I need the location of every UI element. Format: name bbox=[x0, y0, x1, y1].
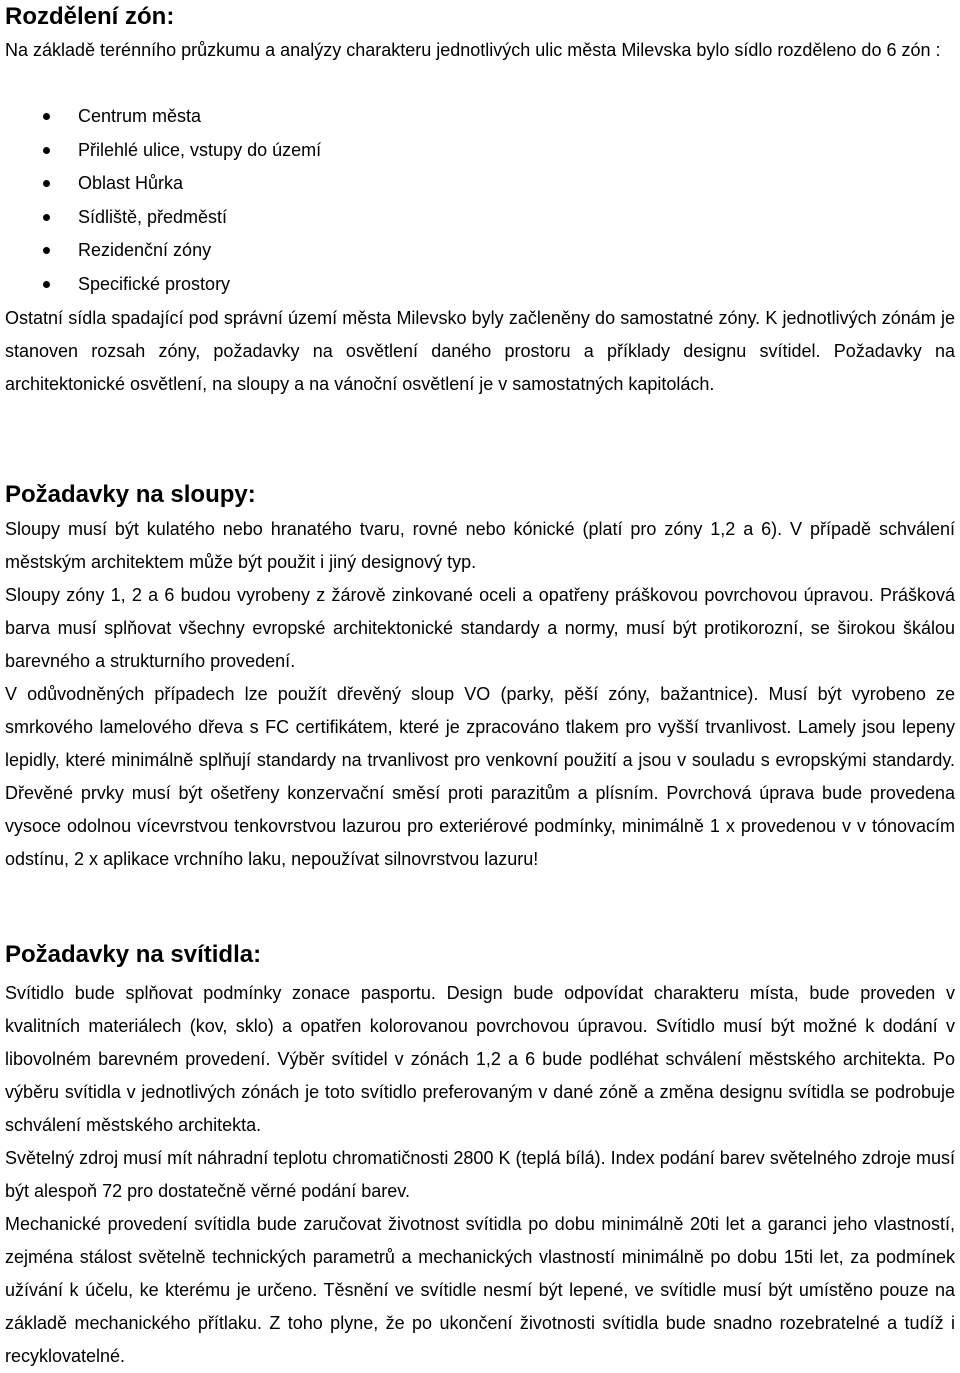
list-item: Centrum města bbox=[5, 100, 955, 134]
heading-lamps: Požadavky na svítidla: bbox=[5, 941, 262, 968]
heading-poles: Požadavky na sloupy: bbox=[5, 481, 256, 508]
zones-list-block bbox=[5, 100, 955, 301]
bullet-icon bbox=[43, 247, 50, 254]
poles-paragraph-2: Sloupy zóny 1, 2 a 6 budou vyrobeny z žárově zinkované oceli a opatřeny práškovou povrchovou úpravou. Prášková barva musí splňovat všechny evropské architektonické standardy a normy, musí být protikorozní, se širokou škálou barevného a strukturního provedení. bbox=[5, 585, 955, 671]
bullet-icon bbox=[43, 180, 50, 187]
lamps-paragraph-1: Svítidlo bude splňovat podmínky zonace pasportu. Design bude odpovídat charakteru místa, bude proveden v kvalitních materiálech (kov, sklo) a opatřen kolorovanou povrchovou úpravou. Svítidlo musí být možné k dodání v libovolném barevném provedení. Výběr svítidel v zónách 1,2 a 6 bude podléhat schválení městského architekta. Po výběru svítidla v jednotlivých zónách je toto svítidlo preferovaným v dané zóně a změna designu svítidla se podrobuje schválení městského architekta. bbox=[5, 983, 955, 1135]
lamps-block bbox=[5, 977, 955, 1373]
list-item: Specifické prostory bbox=[5, 268, 955, 302]
zones-list bbox=[5, 100, 955, 301]
bullet-icon bbox=[43, 113, 50, 120]
list-item: Oblast Hůrka bbox=[5, 167, 955, 201]
zones-intro: Na základě terénního průzkumu a analýzy charakteru jednotlivých ulic města Milevska bylo sídlo rozděleno do 6 zón : bbox=[5, 40, 941, 60]
list-item: Rezidenční zóny bbox=[5, 234, 955, 268]
lamps-paragraph-2: Světelný zdroj musí mít náhradní teplotu chromatičnosti 2800 K (teplá bílá). Index podání barev světelného zdroje musí být alespoň 72 pro dostatečně věrné podání barev. bbox=[5, 1148, 955, 1201]
bullet-icon bbox=[43, 281, 50, 288]
poles-paragraph-3: V odůvodněných případech lze použít dřevěný sloup VO (parky, pěší zóny, bažantnice). Musí být vyrobeno ze smrkového lamelového dřeva s FC certifikátem, které je zpracováno tlakem pro vyšší trvanlivost. Lamely jsou lepeny lepidly, které minimálně splňují standardy na trvanlivost pro venkovní použití a jsou v souladu s evropskými standardy. Dřevěné prvky musí být ošetřeny konzervační směsí proti parazitům a plísním. Povrchová úprava bude provedena vysoce odolnou vícevrstvou tenkovrstvou lazurou pro exteriérové podmínky, minimálně 1 x provedenou v v tónovacím odstínu, 2 x aplikace vrchního laku, nepoužívat silnovrstvou lazuru! bbox=[5, 684, 955, 869]
zones-paragraph: Ostatní sídla spadající pod správní území města Milevsko byly začleněny do samostatné zóny. K jednotlivých zónám je stanoven rozsah zóny, požadavky na osvětlení daného prostoru a příklady designu svítidel. Požadavky na architektonické osvětlení, na sloupy a na vánoční osvětlení je v samostatných kapitolách. bbox=[5, 308, 955, 394]
poles-block bbox=[5, 513, 955, 876]
list-item: Přilehlé ulice, vstupy do území bbox=[5, 134, 955, 168]
zones-paragraph-block bbox=[5, 302, 955, 401]
bullet-icon bbox=[43, 147, 50, 154]
poles-paragraph-1: Sloupy musí být kulatého nebo hranatého tvaru, rovné nebo kónické (platí pro zóny 1,2 a 6). V případě schválení městským architektem může být použit i jiný designový typ. bbox=[5, 519, 955, 572]
zones-intro-block bbox=[5, 34, 955, 67]
bullet-icon bbox=[43, 214, 50, 221]
lamps-paragraph-3: Mechanické provedení svítidla bude zaručovat životnost svítidla po dobu minimálně 20ti let a garanci jeho vlastností, zejména stálost světelně technických parametrů a mechanických vlastností minimálně po dobu 15ti let, za podmínek užívání k účelu, ke kterému je určeno. Těsnění ve svítidle nesmí být lepené, ve svítidle musí být umístěno pouze na základě mechanického přítlaku. Z toho plyne, že po ukončení životnosti svítidla bude snadno rozebratelné a tudíž i recyklovatelné. bbox=[5, 1214, 955, 1366]
heading-zones: Rozdělení zón: bbox=[5, 3, 175, 30]
list-item: Sídliště, předměstí bbox=[5, 201, 955, 235]
